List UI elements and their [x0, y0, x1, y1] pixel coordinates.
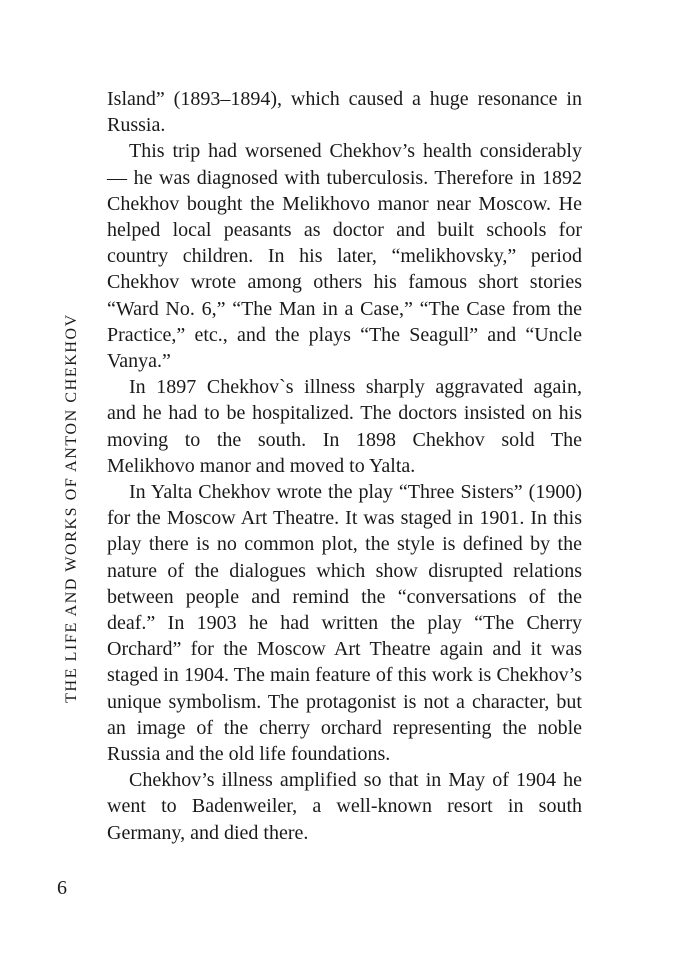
body-text [107, 86, 582, 846]
paragraph-5: Chekhov’s illness amplified so that in May of 1904 he went to Badenweiler, a well-known resort in south Germany, and died there. [107, 769, 582, 844]
running-head-text: THE LIFE AND WORKS OF ANTON CHEKHOV [63, 313, 80, 703]
paragraph-3: In 1897 Chekhov`s illness sharply aggravated again, and he had to be hospitalized. The doctors insisted on his moving to the south. In 1898 Chekhov sold The Melikhovo manor and moved to Yalta. [107, 376, 582, 477]
page-number: 6 [57, 877, 67, 899]
paragraph-4: In Yalta Chekhov wrote the play “Three Sisters” (1900) for the Moscow Art Theatre. It was staged in 1901. In this play there is no common plot, the style is defined by the nature of the dialogues which show disrupted relations between people and remind the “conversations of the deaf.” In 1903 he had written the play “The Cherry Orchard” for the Moscow Art Theatre again and it was staged in 1904. The main feature of this work is Chekhov’s unique symbolism. The protagonist is not a character, but an image of the cherry orchard representing the noble Russia and the old life foundations. [107, 481, 582, 766]
paragraph-2: This trip had worsened Chekhov’s health considerably — he was diagnosed with tuberculosis. Therefore in 1892 Chekhov bought the Melikhovo manor near Moscow. He helped local peasants as doctor and built schools for country children. In his later, “melikhovsky,” period Chekhov wrote among others his famous short stories “Ward No. 6,” “The Man in a Case,” “The Case from the Practice,” etc., and the plays “The Seagull” and “Uncle Vanya.” [107, 140, 582, 373]
paragraph-1: Island” (1893–1894), which caused a huge resonance in Russia. [107, 88, 582, 137]
